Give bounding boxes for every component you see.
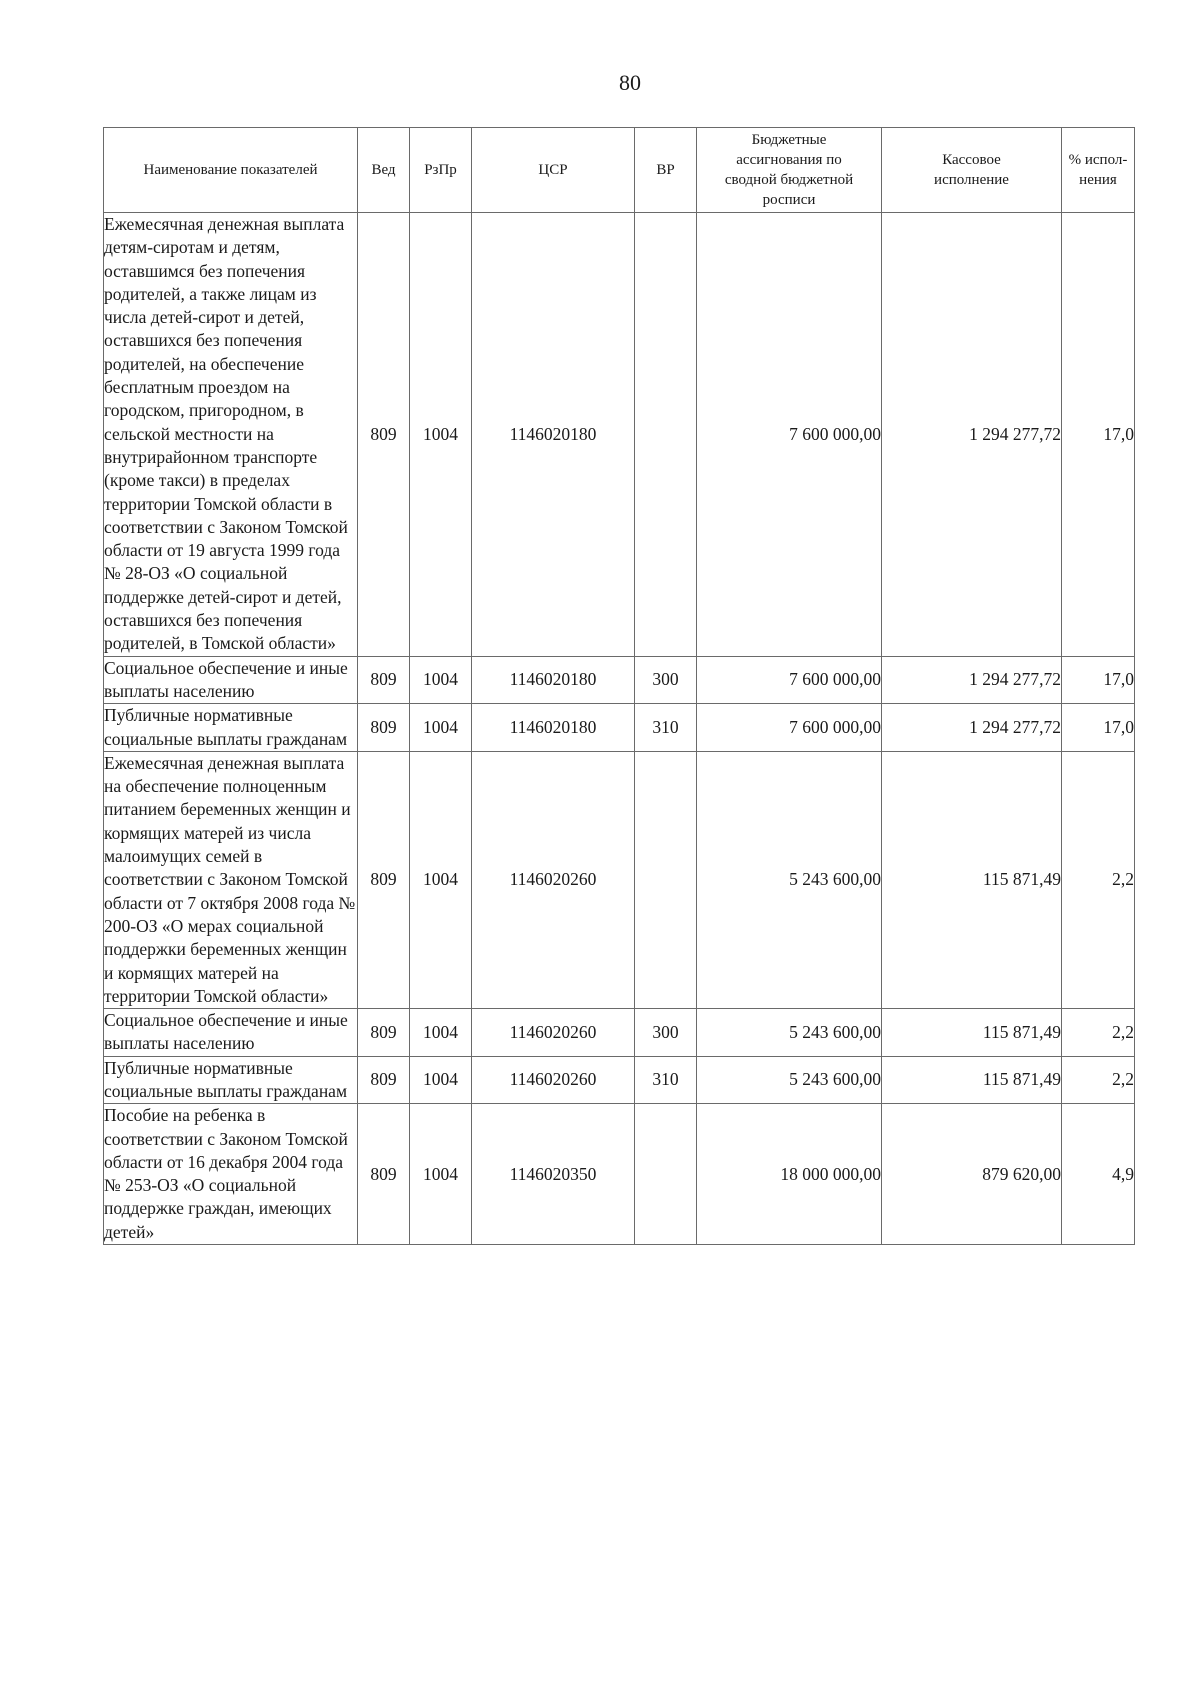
- row-budget: 5 243 600,00: [697, 1009, 882, 1057]
- row-rzpr: 1004: [410, 1104, 472, 1245]
- row-cash: 1 294 277,72: [882, 213, 1062, 657]
- row-budget: 7 600 000,00: [697, 656, 882, 704]
- row-vr: 300: [635, 656, 697, 704]
- row-csr: 1146020260: [472, 751, 635, 1008]
- row-cash: 115 871,49: [882, 1009, 1062, 1057]
- row-rzpr: 1004: [410, 751, 472, 1008]
- row-ved: 809: [358, 1009, 410, 1057]
- row-budget: 5 243 600,00: [697, 751, 882, 1008]
- row-name: Ежемесячная денежная выплата на обеспечение полноценным питанием беременных женщин и кормящих матерей из числа малоимущих семей в соответствии с Законом Томской области от 7 октября 2008 года № 200-ОЗ «О мерах социальной поддержки беременных женщин и кормящих матерей на территории Томской области»: [104, 751, 358, 1008]
- row-csr: 1146020180: [472, 656, 635, 704]
- row-vr: 300: [635, 1009, 697, 1057]
- row-vr: 310: [635, 1056, 697, 1104]
- row-percent: 2,2: [1062, 1009, 1135, 1057]
- row-percent: 2,2: [1062, 751, 1135, 1008]
- row-csr: 1146020350: [472, 1104, 635, 1245]
- row-rzpr: 1004: [410, 704, 472, 752]
- table-header-row: [104, 128, 1135, 213]
- table-row: [104, 1056, 1135, 1104]
- row-vr: 310: [635, 704, 697, 752]
- row-csr: 1146020260: [472, 1009, 635, 1057]
- header-budget: Бюджетные ассигнования по сводной бюджетной росписи: [697, 128, 882, 213]
- row-ved: 809: [358, 751, 410, 1008]
- page-number: 80: [619, 70, 641, 95]
- row-name: Публичные нормативные социальные выплаты гражданам: [104, 704, 358, 752]
- row-rzpr: 1004: [410, 1009, 472, 1057]
- row-name: Социальное обеспечение и иные выплаты населению: [104, 1009, 358, 1057]
- row-name: Пособие на ребенка в соответствии с Законом Томской области от 16 декабря 2004 года № 253-ОЗ «О социальной поддержке граждан, имеющих детей»: [104, 1104, 358, 1245]
- row-vr: [635, 1104, 697, 1245]
- row-budget: 7 600 000,00: [697, 704, 882, 752]
- row-cash: 1 294 277,72: [882, 704, 1062, 752]
- row-csr: 1146020180: [472, 704, 635, 752]
- row-percent: 4,9: [1062, 1104, 1135, 1245]
- row-cash: 879 620,00: [882, 1104, 1062, 1245]
- row-rzpr: 1004: [410, 213, 472, 657]
- row-ved: 809: [358, 656, 410, 704]
- header-csr: ЦСР: [472, 128, 635, 213]
- table-row: [104, 1104, 1135, 1245]
- row-vr: [635, 213, 697, 657]
- row-budget: 18 000 000,00: [697, 1104, 882, 1245]
- table-row: [104, 704, 1135, 752]
- row-percent: 17,0: [1062, 213, 1135, 657]
- table-row: [104, 213, 1135, 657]
- row-name: Публичные нормативные социальные выплаты гражданам: [104, 1056, 358, 1104]
- row-ved: 809: [358, 704, 410, 752]
- row-rzpr: 1004: [410, 656, 472, 704]
- row-budget: 7 600 000,00: [697, 213, 882, 657]
- row-cash: 115 871,49: [882, 751, 1062, 1008]
- header-rzpr: РзПр: [410, 128, 472, 213]
- row-percent: 17,0: [1062, 656, 1135, 704]
- row-name: Социальное обеспечение и иные выплаты населению: [104, 656, 358, 704]
- row-ved: 809: [358, 213, 410, 657]
- table-row: [104, 656, 1135, 704]
- row-ved: 809: [358, 1104, 410, 1245]
- table-row: [104, 751, 1135, 1008]
- row-csr: 1146020180: [472, 213, 635, 657]
- header-cash: Кассовое исполнение: [882, 128, 1062, 213]
- row-vr: [635, 751, 697, 1008]
- row-cash: 1 294 277,72: [882, 656, 1062, 704]
- row-percent: 17,0: [1062, 704, 1135, 752]
- row-cash: 115 871,49: [882, 1056, 1062, 1104]
- header-percent: % испол-нения: [1062, 128, 1135, 213]
- header-vr: ВР: [635, 128, 697, 213]
- row-name: Ежемесячная денежная выплата детям-сиротам и детям, оставшимся без попечения родителей, а также лицам из числа детей-сирот и детей, оставшихся без попечения родителей, на обеспечение бесплатным проездом на городском, пригородном, в сельской местности на внутрирайонном транспорте (кроме такси) в пределах территории Томской области в соответствии с Законом Томской области от 19 августа 1999 года № 28-ОЗ «О социальной поддержке детей-сирот и детей, оставшихся без попечения родителей, в Томской области»: [104, 213, 358, 657]
- row-budget: 5 243 600,00: [697, 1056, 882, 1104]
- row-ved: 809: [358, 1056, 410, 1104]
- header-ved: Вед: [358, 128, 410, 213]
- row-csr: 1146020260: [472, 1056, 635, 1104]
- table-row: [104, 1009, 1135, 1057]
- budget-execution-table: [103, 127, 1135, 1245]
- row-rzpr: 1004: [410, 1056, 472, 1104]
- header-name: Наименование показателей: [104, 128, 358, 213]
- row-percent: 2,2: [1062, 1056, 1135, 1104]
